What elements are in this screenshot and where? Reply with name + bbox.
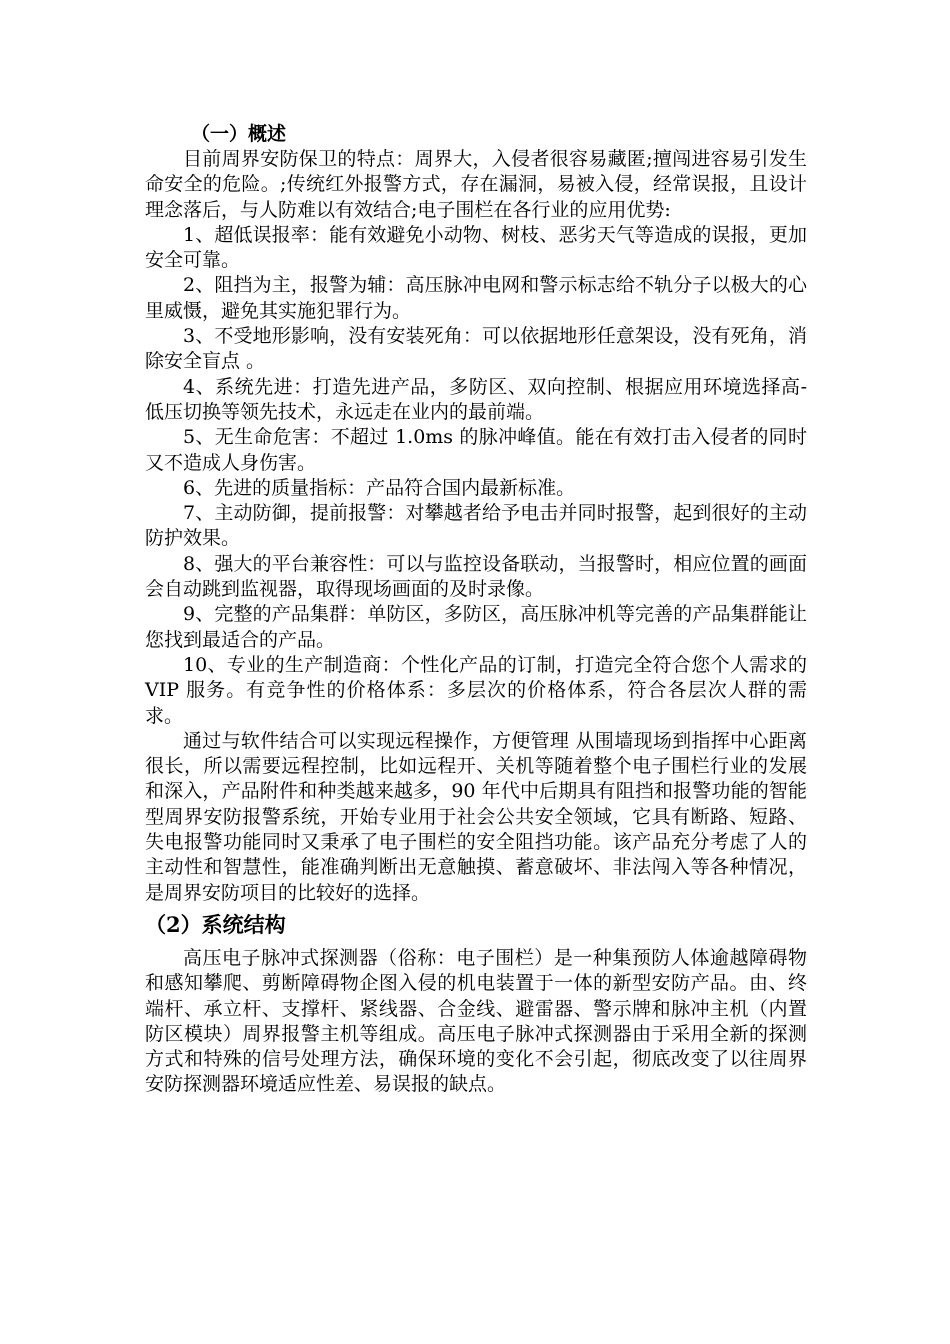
advantage-item-3: 3、不受地形影响，没有安装死角：可以依据地形任意架设，没有死角，消除安全盲点 。 <box>145 325 807 373</box>
section-heading-system-structure: （2）系统结构 <box>145 911 286 937</box>
advantage-item-9: 9、完整的产品集群：单防区，多防区，高压脉冲机等完善的产品集群能让您找到最适合的产品。 <box>145 603 807 651</box>
advantage-item-2: 2、阻挡为主，报警为辅：高压脉冲电网和警示标志给不轨分子以极大的心里威慑，避免其实施犯罪行为。 <box>145 274 807 322</box>
advantage-item-8: 8、强大的平台兼容性：可以与监控设备联动，当报警时，相应位置的画面会自动跳到监视器，取得现场画面的及时录像。 <box>145 552 807 601</box>
advantage-item-1: 1、超低误报率：能有效避免小动物、树枝、恶劣天气等造成的误报，更加安全可靠。 <box>145 223 807 272</box>
intro-paragraph: 目前周界安防保卫的特点：周界大，入侵者很容易藏匿;擅闯进容易引发生命安全的危险。;传统红外报警方式，存在漏洞，易被入侵，经常误报，且设计理念落后，与人防难以有效结合;电子围栏在各行业的应用优势: <box>145 148 807 221</box>
advantage-item-10: 10、专业的生产制造商：个性化产品的订制，打造完全符合您个人需求的 VIP 服务。有竞争性的价格体系：多层次的价格体系，符合各层次人群的需求。 <box>145 653 807 727</box>
advantage-item-4: 4、系统先进：打造先进产品，多防区、双向控制、根据应用环境选择高-低压切换等领先技术，永远走在业内的最前端。 <box>145 375 807 423</box>
document-page <box>145 121 807 1098</box>
advantage-item-7: 7、主动防御，提前报警：对攀越者给予电击并同时报警，起到很好的主动防护效果。 <box>145 502 807 550</box>
remote-control-paragraph: 通过与软件结合可以实现远程操作，方便管理 从围墙现场到指挥中心距离很长，所以需要远程控制，比如远程开、关机等随着整个电子围栏行业的发展和深入，产品附件和种类越来越多，90 年代中后期具有阻挡和报警功能的智能型周界安防报警系统，开始专业用于社会公共安全领域，它具有断路、短路、失电报警功能同时又秉承了电子围栏的安全阻挡功能。该产品充分考虑了人的主动性和智慧性，能准确判断出无意触摸、蓄意破坏、非法闯入等各种情况，是周界安防项目的比较好的选择。 <box>145 729 807 904</box>
system-structure-paragraph: 高压电子脉冲式探测器（俗称：电子围栏）是一种集预防人体逾越障碍物和感知攀爬、剪断障碍物企图入侵的机电装置于一体的新型安防产品。由、终端杆、承立杆、支撑杆、紧线器、合金线、避雷器、警示牌和脉冲主机（内置防区模块）周界报警主机等组成。高压电子脉冲式探测器由于采用全新的探测方式和特殊的信号处理方法，确保环境的变化不会引起，彻底改变了以往周界安防探测器环境适应性差、易误报的缺点。 <box>145 946 807 1096</box>
advantage-item-5: 5、无生命危害：不超过 1.0ms 的脉冲峰值。能在有效打击入侵者的同时又不造成人身伤害。 <box>145 426 807 474</box>
advantage-item-6: 6、先进的质量指标：产品符合国内最新标准。 <box>183 476 576 499</box>
section-heading-overview: （一）概述 <box>191 123 287 145</box>
